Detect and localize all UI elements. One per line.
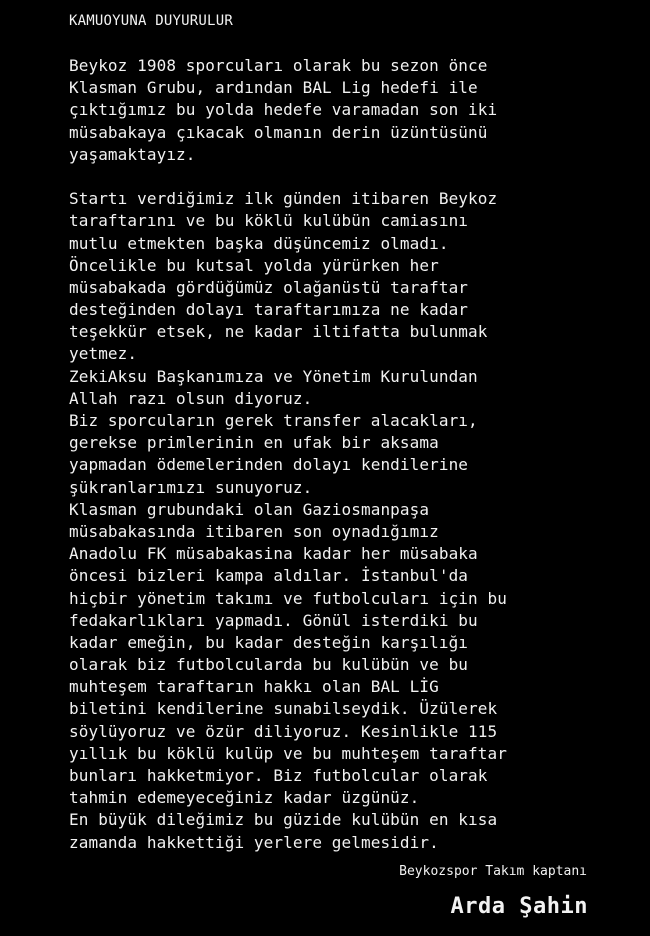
text-line: fedakarlıkları yapmadı. Gönül isterdiki bu xyxy=(69,610,478,630)
text-line: kadar emeğin, bu kadar desteğin karşılığı xyxy=(69,632,469,652)
text-line: gerekse primlerinin en ufak bir aksama xyxy=(69,433,439,453)
text-line: tahmin edemeyeceğiniz kadar üzgünüz. xyxy=(69,788,420,808)
text-line: Startı verdiğimiz ilk günden itibaren Beykoz xyxy=(69,189,498,209)
paragraph-1 xyxy=(69,55,629,166)
text-line: şükranlarımızı sunuyoruz. xyxy=(69,477,313,497)
text-line: ZekiAksu Başkanımıza ve Yönetim Kurulundan xyxy=(69,366,478,386)
text-line: Anadolu FK müsabakasina kadar her müsabaka xyxy=(69,544,478,564)
text-line: zamanda hakkettiği yerlere gelmesidir. xyxy=(69,832,439,852)
text-line: Allah razı olsun diyoruz. xyxy=(69,388,313,408)
text-line: Biz sporcuların gerek transfer alacakları, xyxy=(69,411,478,430)
text-line: taraftarını ve bu köklü kulübün camiasını xyxy=(69,211,469,231)
text-line: bunları hakketmiyor. Biz futbolcular olarak xyxy=(69,766,488,785)
text-line: desteğinden dolayı taraftarımıza ne kadar xyxy=(69,300,469,320)
text-line: yapmadan ödemelerinden dolayı kendilerine xyxy=(69,455,469,475)
text-line: En büyük dileğimiz bu güzide kulübün en kısa xyxy=(69,810,498,830)
text-line: hiçbir yönetim takımı ve futbolcuları için bu xyxy=(69,588,507,608)
text-line: çıktığımız bu yolda hedefe varamadan son iki xyxy=(69,100,498,120)
text-line: olarak biz futbolcularda bu kulübün ve bu xyxy=(69,655,469,675)
text-line: müsabakasında itibaren son oynadığımız xyxy=(69,521,439,541)
text-line: mutlu etmekten başka düşüncemiz olmadı. xyxy=(69,233,449,253)
signature-role: Beykozspor Takım kaptanı xyxy=(399,864,587,879)
paragraph-gap xyxy=(69,166,629,188)
text-line: Öncelikle bu kutsal yolda yürürken her xyxy=(69,255,439,275)
text-line: yetmez. xyxy=(69,344,138,364)
text-line: söylüyoruz ve özür diliyoruz. Kesinlikle 115 xyxy=(69,721,498,741)
statement-body xyxy=(69,55,629,854)
text-line: Klasman grubundaki olan Gaziosmanpaşa xyxy=(69,499,430,519)
text-line: biletini kendilerine sunabilseydik. Üzülerek xyxy=(69,699,498,719)
text-line: yıllık bu köklü kulüp ve bu muhteşem taraftar xyxy=(69,743,507,763)
statement-title: KAMUOYUNA DUYURULUR xyxy=(69,13,233,29)
text-line: muhteşem taraftarın hakkı olan BAL LİG xyxy=(69,677,439,697)
text-line: Klasman Grubu, ardından BAL Lig hedefi ile xyxy=(69,78,478,98)
text-line: müsabakaya çıkacak olmanın derin üzüntüsünü xyxy=(69,122,488,142)
text-line: yaşamaktayız. xyxy=(69,144,196,164)
signature-name: Arda Şahin xyxy=(450,894,588,919)
text-line: öncesi bizleri kampa aldılar. İstanbul'da xyxy=(69,566,469,586)
text-line: teşekkür etsek, ne kadar iltifatta bulunmak xyxy=(69,322,488,342)
text-line: müsabakada gördüğümüz olağanüstü taraftar xyxy=(69,277,469,297)
paragraph-2 xyxy=(69,188,629,854)
text-line: Beykoz 1908 sporcuları olarak bu sezon önce xyxy=(69,56,488,75)
